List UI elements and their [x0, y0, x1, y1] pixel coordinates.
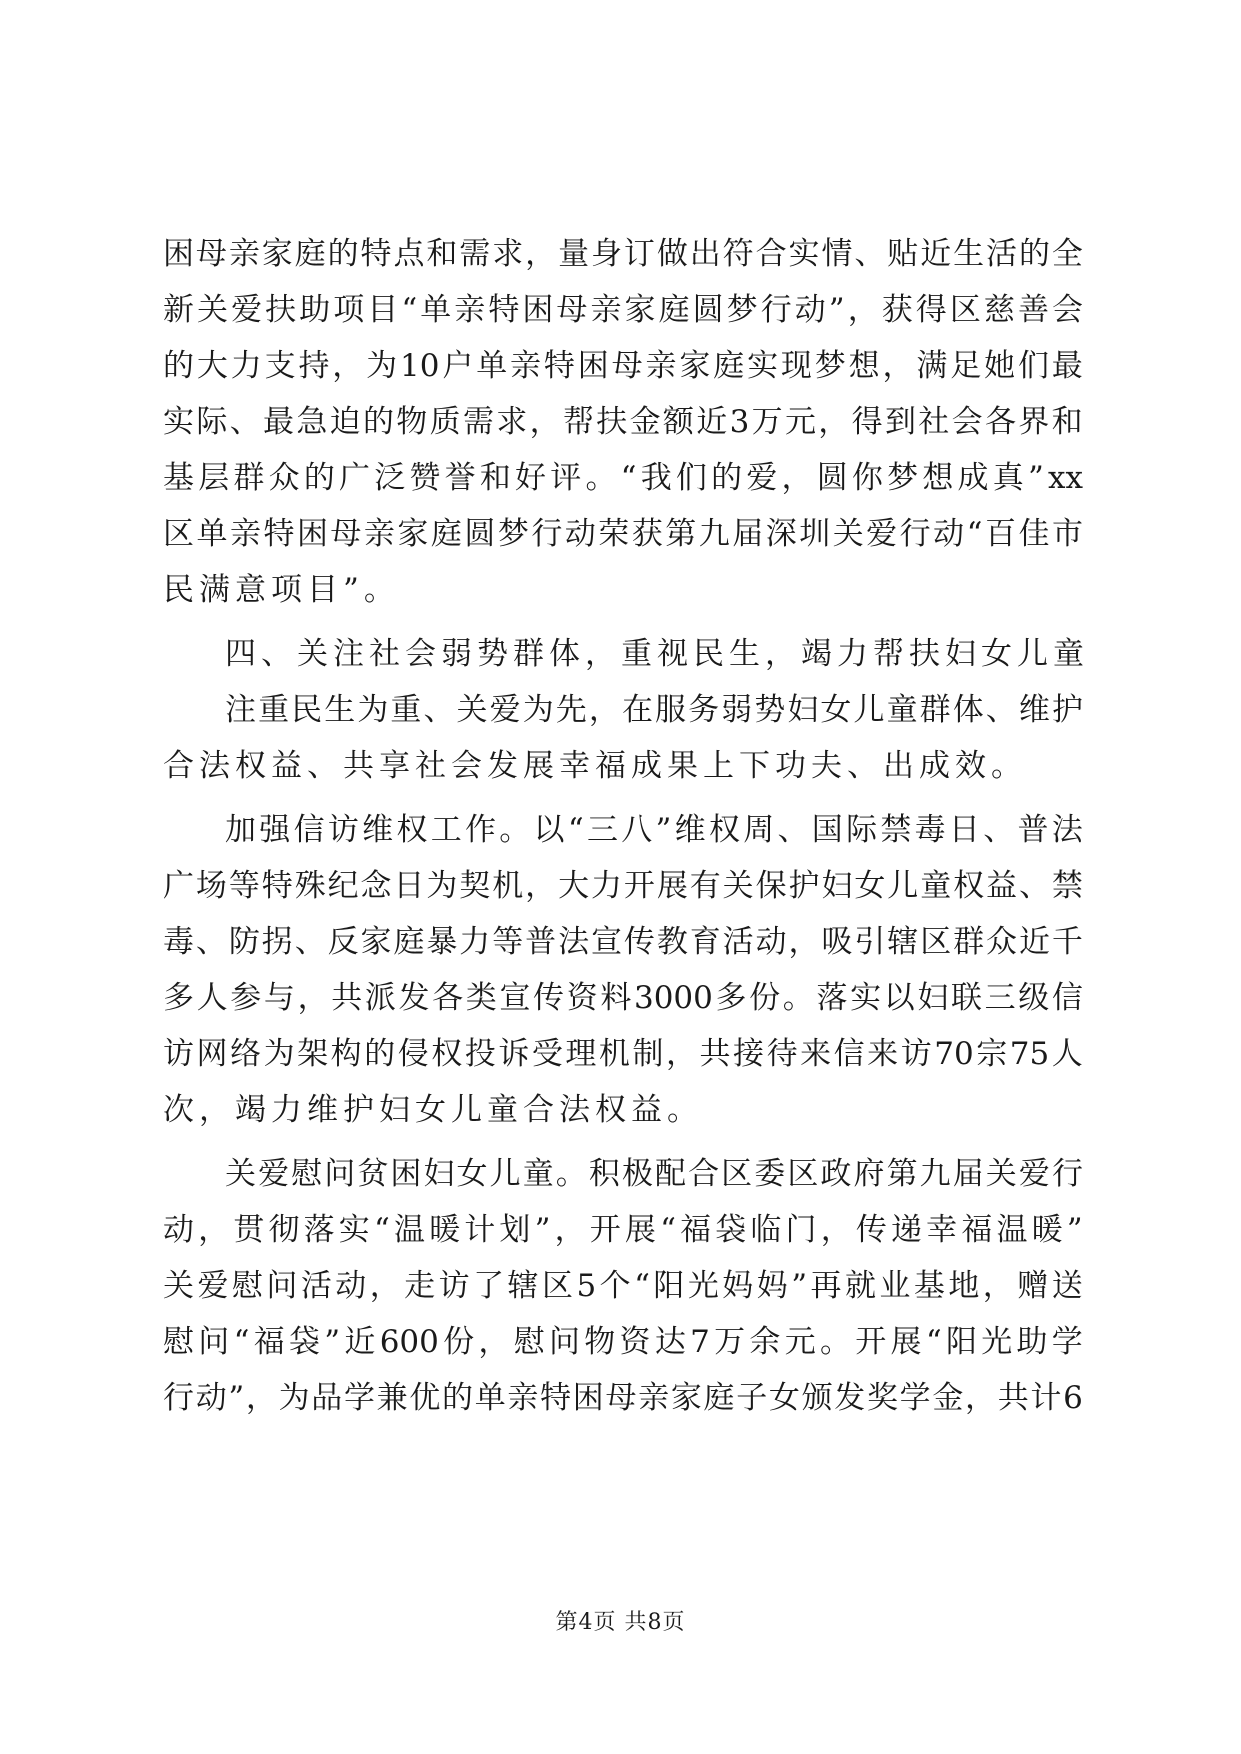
text-line: 困 母 亲 家 庭 的 特 点 和 需 求 ， 量 身 订 做 出 符 合 实 情 、 贴 近 生 活 的 全 — [163, 236, 1083, 272]
text-line: 的 大 力 支 持 ， 为 10 户 单 亲 特 困 母 亲 家 庭 实 现 梦 想 ， 满 足 她 们 最 — [163, 348, 1083, 384]
text-line: 广 场 等 特 殊 纪 念 日 为 契 机 ， 大 力 开 展 有 关 保 护 妇 女 儿 童 权 益 、 禁 — [163, 868, 1083, 904]
section-heading — [163, 626, 1089, 682]
page-footer: 第4页 共8页 — [555, 1610, 686, 1635]
text-line: 行 动 ” ， 为 品 学 兼 优 的 单 亲 特 困 母 亲 家 庭 子 女 颁 发 奖 学 金 ， 共 计 6 — [163, 1380, 1083, 1416]
paragraph-care-visits — [163, 1146, 1083, 1426]
document-body — [163, 226, 1089, 1426]
text-line: 次，竭力维护妇女儿童合法权益。 — [163, 1092, 703, 1128]
text-line: 基 层 群 众 的 广 泛 赞 誉 和 好 评 。 “ 我 们 的 爱 ， 圆 你 梦 想 成 真 ” xx — [163, 460, 1083, 496]
paragraph-intro — [163, 682, 1083, 794]
text-line: 多 人 参 与 ， 共 派 发 各 类 宣 传 资 料 3000 多 份 。 落 实 以 妇 联 三 级 信 — [163, 980, 1083, 1016]
paragraph-petition-work — [163, 802, 1083, 1138]
paragraph-continued — [163, 226, 1083, 618]
text-line: 新 关 爱 扶 助 项 目 “ 单 亲 特 困 母 亲 家 庭 圆 梦 行 动 ” ， 获 得 区 慈 善 会 — [163, 292, 1083, 328]
text-line: 加 强 信 访 维 权 工 作 。 以 “ 三 八 ” 维 权 周 、 国 际 禁 毒 日 、 普 法 — [225, 812, 1083, 848]
text-line: 注 重 民 生 为 重 、 关 爱 为 先 ， 在 服 务 弱 势 妇 女 儿 童 群 体 、 维 护 — [225, 692, 1083, 728]
text-line: 慰 问 “ 福 袋 ” 近 600 份 ， 慰 问 物 资 达 7 万 余 元 。 开 展 “ 阳 光 助 学 — [163, 1324, 1083, 1360]
text-line: 动 ， 贯 彻 落 实 “ 温 暖 计 划 ” ， 开 展 “ 福 袋 临 门 ， 传 递 幸 福 温 暖 ” — [163, 1212, 1083, 1248]
text-line: 实 际 、 最 急 迫 的 物 质 需 求 ， 帮 扶 金 额 近 3 万 元 ， 得 到 社 会 各 界 和 — [163, 404, 1083, 440]
text-line: 区 单 亲 特 困 母 亲 家 庭 圆 梦 行 动 荣 获 第 九 届 深 圳 关 爱 行 动 “ 百 佳 市 — [163, 516, 1083, 552]
text-line: 关 爱 慰 问 贫 困 妇 女 儿 童 。 积 极 配 合 区 委 区 政 府 第 九 届 关 爱 行 — [225, 1156, 1083, 1192]
text-line: 合法权益、共享社会发展幸福成果上下功夫、出成效。 — [163, 748, 1027, 784]
heading-line: 四、关注社会弱势群体，重视民生，竭力帮扶妇女儿童 — [225, 636, 1089, 672]
text-line: 关 爱 慰 问 活 动 ， 走 访 了 辖 区 5 个 “ 阳 光 妈 妈 ” 再 就 业 基 地 ， 赠 送 — [163, 1268, 1083, 1304]
text-line: 民满意项目”。 — [163, 572, 400, 608]
text-line: 毒 、 防 拐 、 反 家 庭 暴 力 等 普 法 宣 传 教 育 活 动 ， 吸 引 辖 区 群 众 近 千 — [163, 924, 1083, 960]
text-line: 访 网 络 为 架 构 的 侵 权 投 诉 受 理 机 制 ， 共 接 待 来 信 来 访 70 宗 75 人 — [163, 1036, 1083, 1072]
